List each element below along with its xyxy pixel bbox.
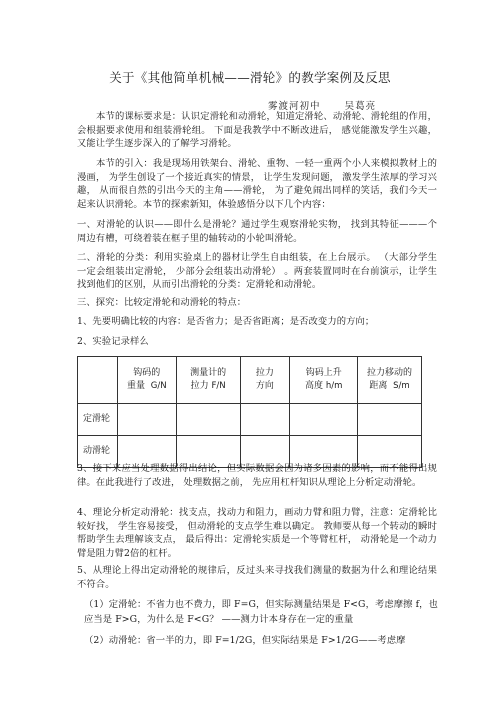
header-unit: G/N <box>150 381 167 391</box>
row-label-fixed-pulley: 定滑轮 <box>78 404 118 436</box>
table-cell <box>358 404 422 436</box>
table-cell <box>117 404 176 436</box>
header-line-2: 高度 <box>305 381 324 391</box>
section-5-item-1-line-2: 应当是 F>G，为什么是 F<G？ ——测力计本身存在一定的重量 <box>84 614 354 625</box>
section-2-paragraph: 二、滑轮的分类：利用实验桌上的器材让学生自由组装，在上台展示。 （大部分学生一定会组装出定滑轮， 少部分会组装出动滑轮） 。两套装置同时在台前演示，让学生找到他们的区别，从而引出滑轮的分类：定滑轮和动滑轮。 <box>77 252 437 290</box>
header-line-1: 钩码的 <box>133 368 161 378</box>
intro-paragraph: 本节的课标要求是：认识定滑轮和动滑轮，知道定滑轮、动滑轮、滑轮组的作用，会根据要求使用和组装滑轮组。 下面是我教学中不断改进后， 感觉能激发学生兴趣，又能让学生逐步深入的了解学习滑轮。 <box>77 111 437 149</box>
header-line-2: 方向 <box>255 381 274 391</box>
table-row <box>78 404 422 436</box>
header-line-1: 拉力移动的 <box>367 368 413 378</box>
table-header-cell <box>290 357 358 404</box>
table-header-row <box>78 357 422 404</box>
lead-in-paragraph: 本节的引入：我是现场用铁架台、滑轮、重物、一轻一重两个小人来模拟教材上的漫画， 为学生创设了一个接近真实的情景， 让学生发现问题， 激发学生浓厚的学习兴趣， 从而很自然的引出今天的主角——滑轮， 为了避免闹出同样的笑话，我们今天一起来认识滑轮。本节的探索新知，体验感悟分以下几个内容： <box>77 158 437 210</box>
section-3-item-1: 1、先要明确比较的内容：是否省力；是否省距离；是否改变力的方向； <box>77 316 375 327</box>
table-header-cell <box>117 357 176 404</box>
section-4-paragraph: 4、理论分析定动滑轮：找支点，找动力和阻力，画动力臂和阻力臂，注意：定滑轮比较好找， 学生容易接受， 但动滑轮的支点学生难以确定。 教师要从每一个转动的瞬时帮助学生去理解该支点， 最后得出：定滑轮实质是一个等臂杠杆， 动滑轮是一个动力臂是阻力臂2倍的杠杆。 <box>77 507 437 559</box>
table-corner-cell <box>78 357 118 404</box>
header-unit: S/m <box>393 381 410 391</box>
header-line-1: 钩码上升 <box>305 368 342 378</box>
table-header-cell <box>240 357 290 404</box>
header-line-2: 重量 <box>127 381 146 391</box>
section-5-item-2: （2）动滑轮：省一半的力，即 F=1/2G，但实际结果是 F>1/2G——考虑摩 <box>84 635 406 646</box>
table-header-cell <box>358 357 422 404</box>
table-header-cell <box>176 357 240 404</box>
table-cell <box>290 404 358 436</box>
section-3-item-2: 2、实验记录样么 <box>77 336 149 347</box>
table-cell <box>176 404 240 436</box>
header-line-1: 测量计的 <box>190 368 227 378</box>
section-5-item-1-line-1: （1）定滑轮：不省力也不费力，即 F=G，但实际测量结果是 F<G，考虑摩擦 f，也 <box>84 599 438 610</box>
header-unit: F/N <box>211 381 226 391</box>
header-line-2: 拉力 <box>190 381 209 391</box>
row-label-movable-pulley: 动滑轮 <box>78 436 118 468</box>
header-line-2: 距离 <box>369 381 388 391</box>
author-line: 雾渡河初中 吴葛亮 <box>268 101 377 112</box>
header-unit: h/m <box>325 381 343 391</box>
section-5-paragraph: 5、从理论上得出定动滑轮的规律后，反过头来寻找我们测量的数据为什么和理论结果不符合。 <box>77 565 437 590</box>
section-3-heading: 三、探究：比较定滑轮和动滑轮的特点： <box>77 297 247 308</box>
table-cell <box>240 404 290 436</box>
header-line-1: 拉力 <box>255 368 274 378</box>
section-1-paragraph: 一、对滑轮的认识——即什么是滑轮？通过学生观察滑轮实物， 找到其特征———个周边有槽，可绕着装在框子里的轴转动的小轮叫滑轮。 <box>77 219 437 244</box>
section-3-item-3: 3、接下来应当处理数据得出结论，但实际数据会因为诸多因素的影响，而不能得出规律。在此我进行了改进， 处理数据之前， 先应用杠杆知识从理论上分析定动滑轮。 <box>77 463 437 488</box>
experiment-record-table <box>77 356 422 468</box>
document-title: 关于《其他简单机械——滑轮》的教学案例及反思 <box>109 70 391 85</box>
